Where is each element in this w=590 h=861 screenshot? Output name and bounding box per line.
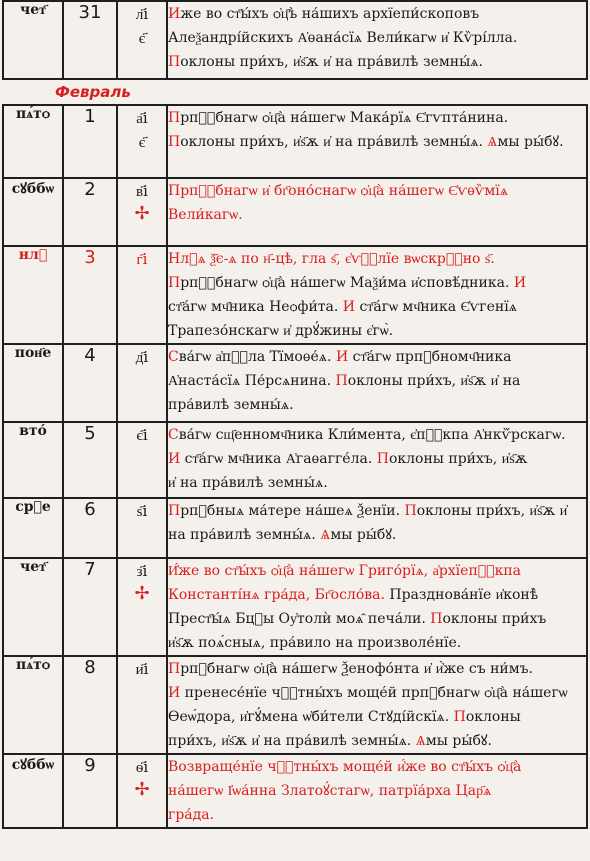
red-text: И — [168, 451, 181, 467]
text-line — [168, 423, 586, 447]
cs-numeral: є҃ — [138, 29, 146, 47]
red-text: Вели́кагѡ. — [168, 207, 243, 223]
cs-numeral: а҃і — [136, 109, 148, 127]
black-text: оклоны при́хъ, и҆ѕ҃ѫ и҆ на пра́вилѣ земны́ѧ. — [180, 54, 483, 70]
day-number: 3 — [63, 246, 117, 344]
church-slavonic-numeral — [117, 178, 167, 246]
red-text: И҆́же во ст҃ы́хъ ѻ҆ц҃а̀ на́шегѡ Григо́рїѧ, а҆рхїепⷭ҇кпа — [168, 563, 522, 579]
text-line — [168, 319, 586, 343]
red-text: П — [376, 451, 389, 467]
black-text: мы ры́бꙋ. — [497, 134, 564, 150]
black-text: и҆ на пра́вилѣ земны́ѧ. — [168, 475, 328, 491]
day-number: 2 — [63, 178, 117, 246]
cs-numeral: и҃і — [135, 660, 149, 678]
text-line — [168, 130, 586, 154]
cs-numeral: ѳ҃і — [135, 758, 149, 776]
black-text: мы ры́бꙋ. — [330, 527, 397, 543]
commemoration-text — [167, 178, 587, 246]
day-number: 5 — [63, 422, 117, 498]
church-slavonic-numeral — [117, 105, 167, 178]
black-text: Прест҃ы́ѧ Бцⷣы Оу҆толѝ моѧ̑ печа́ли. — [168, 611, 431, 627]
text-line — [168, 26, 586, 50]
black-text: Ѳеѡ́дора, и҆гꙋ́мена ѡ҆би́тели Стꙋді́йскїѧ. — [168, 709, 454, 725]
black-text: при́хъ, и҆ѕ҃ѫ и҆ на пра́вилѣ земны́ѧ. — [168, 733, 416, 749]
black-text: ст҃а́гѡ мч҃ника Є҆ѵгенїѧ — [355, 299, 517, 315]
commemoration-text — [167, 558, 587, 656]
day-row — [3, 178, 587, 246]
text-line — [168, 106, 586, 130]
feast-cross-icon: ✢ — [134, 583, 150, 604]
text-line — [168, 631, 586, 655]
month-cell — [3, 79, 587, 105]
day-row — [3, 1, 587, 79]
church-slavonic-numeral — [117, 246, 167, 344]
cs-numeral: л҃і — [135, 5, 149, 23]
cs-numeral: ѕ҃і — [136, 502, 148, 520]
black-text: оклоны при́хъ, и҆ѕ҃ѫ и҆ — [416, 503, 568, 519]
weekday-cell: пѧ́тѻ — [3, 105, 63, 178]
black-text: ва́гѡ сщ҃енномч҃ника Кли́мента, є҆пⷭ҇кпа А҆нкѷ́рскагѡ. — [178, 427, 566, 443]
black-text: А҆наста́сїѧ Пе́рсѧнина. — [168, 373, 336, 389]
day-number: 31 — [63, 1, 117, 79]
text-line — [168, 447, 586, 471]
text-line — [168, 203, 586, 227]
black-text: на пра́вилѣ земны́ѧ. — [168, 527, 321, 543]
text-line — [168, 705, 586, 729]
red-text: П — [168, 110, 181, 126]
red-text: С — [168, 349, 179, 365]
church-slavonic-numeral — [117, 656, 167, 754]
day-number: 1 — [63, 105, 117, 178]
church-slavonic-numeral — [117, 1, 167, 79]
church-slavonic-numeral — [117, 422, 167, 498]
red-text: П — [404, 503, 417, 519]
text-line — [168, 295, 586, 319]
church-slavonic-numeral — [117, 558, 167, 656]
text-line — [168, 559, 586, 583]
red-text: И — [168, 6, 181, 22]
black-text: пренесе́нїе чⷭ҇тны́хъ моще́й прпⷣбнагѡ ѻ҆ц҃а̀ на́шегѡ — [180, 685, 568, 701]
text-line — [168, 2, 586, 26]
black-text: пра́вилѣ земны́ѧ. — [168, 397, 294, 413]
red-text: И — [335, 349, 349, 365]
day-row — [3, 656, 587, 754]
text-line — [168, 657, 586, 681]
cs-numeral: є҃ — [138, 133, 146, 151]
month-label: Февраль — [55, 83, 131, 101]
church-slavonic-numeral — [117, 344, 167, 422]
commemoration-text — [167, 1, 587, 79]
commemoration-text — [167, 105, 587, 178]
text-line — [168, 345, 586, 369]
text-line — [168, 681, 586, 705]
month-separator — [3, 79, 587, 105]
text-line — [168, 369, 586, 393]
red-text: П — [453, 709, 466, 725]
day-row — [3, 105, 587, 178]
black-text: оклоны при́хъ, и҆ѕ҃ѫ и҆ на пра́вилѣ земны́ѧ. — [180, 134, 488, 150]
black-text: ст҃а́гѡ мч҃ника Неѻфи́та. — [168, 299, 343, 315]
black-text: мы ры́бꙋ. — [425, 733, 492, 749]
black-text: оклоны — [465, 709, 521, 725]
text-line — [168, 523, 586, 547]
red-text: Прпⷭ҇бнагѡ и҆ бг҃оно́снагѡ ѻ҆ц҃а̀ на́шегѡ Є҆ѵѳѷмїѧ — [168, 183, 508, 199]
text-line — [168, 50, 586, 74]
commemoration-text — [167, 344, 587, 422]
day-row — [3, 422, 587, 498]
cs-numeral: в҃і — [136, 182, 148, 200]
church-slavonic-numeral — [117, 498, 167, 558]
weekday-cell: пон҃е — [3, 344, 63, 422]
weekday-cell: чет҃ — [3, 1, 63, 79]
cs-numeral: д҃і — [135, 348, 149, 366]
day-row — [3, 498, 587, 558]
red-text: П — [168, 134, 181, 150]
red-text: Нлⷣѧ ѯ҃є-ѧ по н҃-цѣ, гла ѕ҃, є҆ѵⷢ҇лїе вѡскрⷭ҇но ѕ҃. — [168, 251, 495, 267]
weekday-cell: сꙋббѡ — [3, 754, 63, 828]
black-text: оклоны при́хъ — [442, 611, 547, 627]
church-slavonic-numeral — [117, 754, 167, 828]
weekday-cell: пѧ́тѻ — [3, 656, 63, 754]
red-text: Ѧ — [415, 733, 426, 749]
day-row — [3, 558, 587, 656]
commemoration-text — [167, 656, 587, 754]
day-number: 6 — [63, 498, 117, 558]
text-line — [168, 179, 586, 203]
red-text: П — [168, 54, 181, 70]
red-text: И — [342, 299, 356, 315]
black-text: рпⷣбныѧ ма́тере на́шеѧ Ѯенїи. — [180, 503, 405, 519]
red-text: П — [168, 661, 181, 677]
feast-cross-icon: ✢ — [134, 203, 150, 224]
red-text: П — [168, 275, 181, 291]
cs-numeral: є҃і — [136, 426, 148, 444]
weekday-cell: сꙋббѡ — [3, 178, 63, 246]
text-line — [168, 583, 586, 607]
black-text: ст҃а́гѡ мч҃ника А҆гаѳагге́ла. — [180, 451, 377, 467]
commemoration-text — [167, 422, 587, 498]
day-row — [3, 246, 587, 344]
commemoration-text — [167, 498, 587, 558]
day-row — [3, 754, 587, 828]
red-text: Константі́нѧ гра́да, Бг҃осло́ва. — [168, 587, 390, 603]
red-text: П — [430, 611, 443, 627]
weekday-cell: вто́ — [3, 422, 63, 498]
black-text: же во ст҃ы́хъ ѻ҆ц҃ъ̀ на́шихъ архїепи́скоповъ — [180, 6, 480, 22]
text-line — [168, 755, 586, 779]
commemoration-text — [167, 246, 587, 344]
black-text: ва́гѡ а҆пⷭ҇ла Тїмоѳе́ѧ. — [178, 349, 336, 365]
calendar-body — [3, 1, 587, 828]
day-number: 9 — [63, 754, 117, 828]
black-text: Трапезо́нскагѡ и҆ дрꙋ́жины є҆гѡ̀. — [168, 323, 394, 339]
text-line — [168, 729, 586, 753]
cs-numeral: з҃і — [136, 562, 148, 580]
text-line — [168, 247, 586, 271]
weekday-cell: нлⷣ — [3, 246, 63, 344]
text-line — [168, 779, 586, 803]
black-text: Алеѯандрі́йскихъ А҆ѳана́сїѧ Вели́кагѡ и҆ Кѷрі́лла. — [168, 30, 518, 46]
day-number: 7 — [63, 558, 117, 656]
text-line — [168, 499, 586, 523]
text-line — [168, 271, 586, 295]
red-text: П — [168, 503, 181, 519]
feast-cross-icon: ✢ — [134, 779, 150, 800]
black-text: рпⷭ҇бнагѡ ѻ҆ц҃а̀ на́шегѡ Маѯи́ма и҆сповѣ́дника. — [180, 275, 514, 291]
black-text: ст҃а́гѡ прпⷣбномч҃ника — [348, 349, 512, 365]
black-text: Празднова́нїе и҆конѣ̀ — [389, 587, 539, 603]
weekday-cell: срⷣе — [3, 498, 63, 558]
text-line — [168, 471, 586, 495]
cs-numeral: г҃і — [136, 250, 148, 268]
black-text: и҆ѕ҃ѫ поѧ́сныѧ, пра́вило на произволе́нїе. — [168, 635, 462, 651]
black-text: оклоны при́хъ, и҆ѕ҃ѫ и҆ на — [347, 373, 521, 389]
day-number: 8 — [63, 656, 117, 754]
red-text: Возвраще́нїе чⷭ҇тны́хъ моще́й и҆́же во ст҃ы́хъ ѻ҆ц҃а̀ — [168, 759, 522, 775]
black-text: оклоны при́хъ, и҆ѕ҃ѫ — [388, 451, 528, 467]
day-number: 4 — [63, 344, 117, 422]
red-text: на́шегѡ І҆ѡа́нна Златоꙋ́стагѡ, патрїа́рха Цар҃ѧ — [168, 783, 492, 799]
weekday-cell: чет҃ — [3, 558, 63, 656]
calendar-table — [2, 0, 588, 829]
red-text: И — [513, 275, 527, 291]
red-text: Ѧ — [487, 134, 498, 150]
red-text: И — [168, 685, 181, 701]
red-text: С — [168, 427, 179, 443]
black-text: рпⷣбнагѡ ѻ҆ц҃а̀ на́шегѡ Ѯенофо́нта и҆ и҆̀же съ ни́мъ. — [180, 661, 533, 677]
day-row — [3, 344, 587, 422]
text-line — [168, 393, 586, 417]
text-line — [168, 803, 586, 827]
commemoration-text — [167, 754, 587, 828]
red-text: П — [335, 373, 348, 389]
black-text: рпⷭ҇бнагѡ ѻ҆ц҃а̀ на́шегѡ Мака́рїѧ Є҆гѵпта́нина. — [180, 110, 509, 126]
red-text: Ѧ — [320, 527, 331, 543]
red-text: гра́да. — [168, 807, 215, 823]
text-line — [168, 607, 586, 631]
